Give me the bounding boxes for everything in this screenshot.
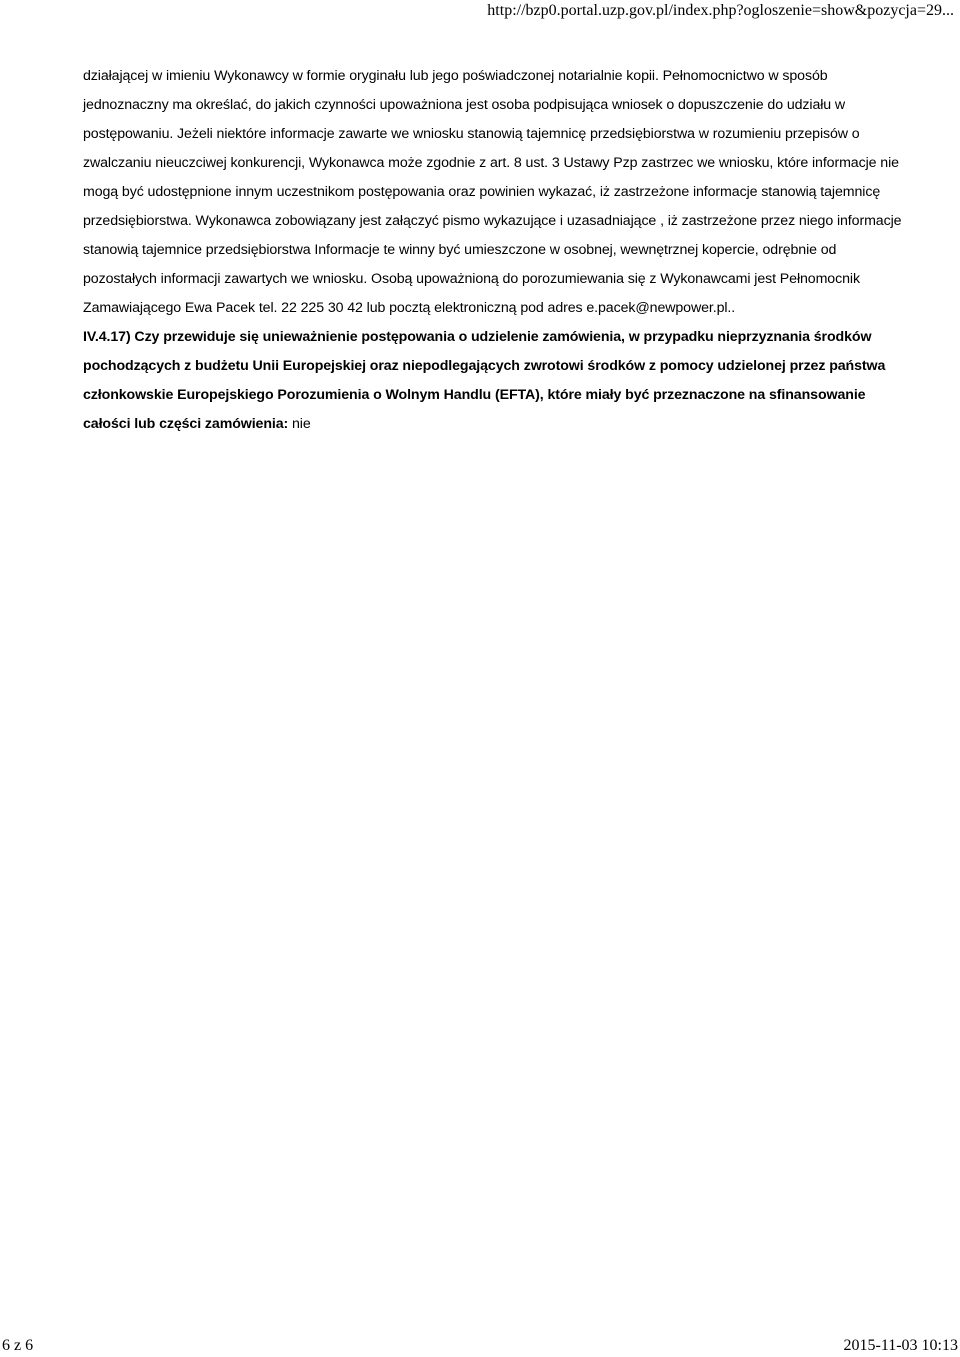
section-question: IV.4.17) Czy przewiduje się unieważnienie postępowania o udzielenie zamówienia, w przypadku nieprzyznania środków pochodzących z budżetu Unii Europejskiej oraz niepodlegających zwrotowi środków z pomocy udzielonej przez państwa członkowskie Europejskiego Porozumienia o Wolnym Handlu (EFTA), które miały być przeznaczone na sfinansowanie całości lub części zamówienia: bbox=[83, 329, 886, 432]
section-answer: nie bbox=[292, 416, 311, 432]
page-number: 6 z 6 bbox=[2, 1337, 34, 1354]
document-content bbox=[83, 62, 903, 439]
print-header-url: http://bzp0.portal.uzp.gov.pl/index.php?ogloszenie=show&pozycja=29... bbox=[487, 2, 954, 19]
print-timestamp: 2015-11-03 10:13 bbox=[843, 1337, 958, 1354]
paragraph-main: działającej w imieniu Wykonawcy w formie oryginału lub jego poświadczonej notarialnie kopii. Pełnomocnictwo w sposób jednoznaczny ma określać, do jakich czynności upoważniona jest osoba podpisująca wniosek o dopuszczenie do udziału w postępowaniu. Jeżeli niektóre informacje zawarte we wniosku stanowią tajemnicę przedsiębiorstwa w rozumieniu przepisów o zwalczaniu nieuczciwej konkurencji, Wykonawca może zgodnie z art. 8 ust. 3 Ustawy Pzp zastrzec we wniosku, które informacje nie mogą być udostępnione innym uczestnikom postępowania oraz powinien wykazać, iż zastrzeżone informacje stanowią tajemnicę przedsiębiorstwa. Wykonawca zobowiązany jest załączyć pismo wykazujące i uzasadniające , iż zastrzeżone przez niego informacje stanowią tajemnice przedsiębiorstwa Informacje te winny być umieszczone w osobnej, wewnętrznej kopercie, odrębnie od pozostałych informacji zawartych we wniosku. Osobą upoważnioną do porozumiewania się z Wykonawcami jest Pełnomocnik Zamawiającego Ewa Pacek tel. 22 225 30 42 lub pocztą elektroniczną pod adres e.pacek@newpower.pl.. bbox=[83, 68, 902, 316]
section-iv-4-17 bbox=[83, 323, 903, 439]
